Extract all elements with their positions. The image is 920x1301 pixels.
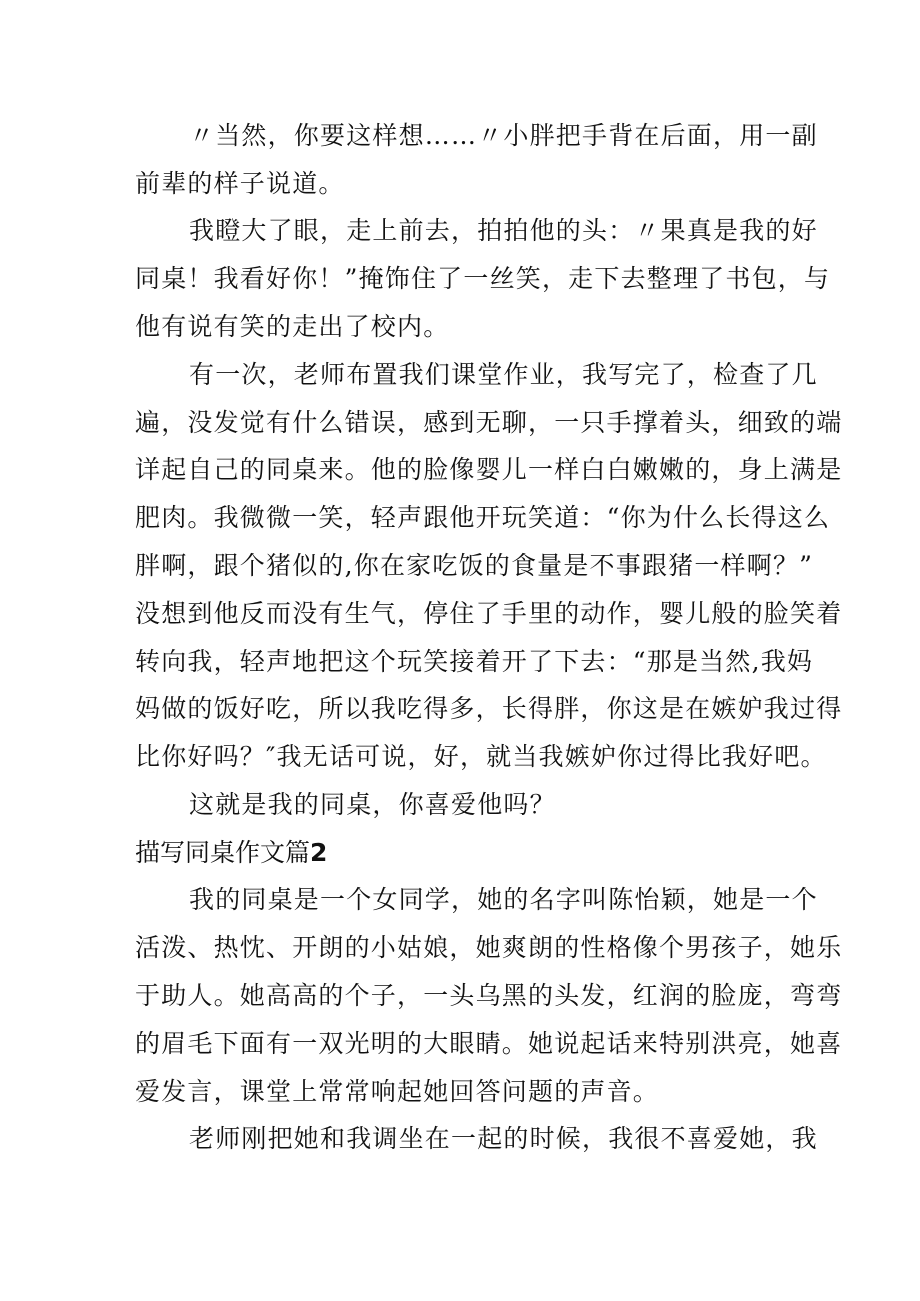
text-line: 肥肉。我微微一笑，轻声跟他开玩笑道：“你为什么长得这么 [135, 503, 831, 532]
text-line: 老师刚把她和我调坐在一起的时候，我很不喜爱她，我 [189, 1124, 818, 1153]
section-heading-number: 2 [310, 838, 328, 867]
text-line: 我的同桌是一个女同学，她的名字叫陈怡颖，她是一个 [189, 885, 818, 914]
text-line: 〃当然，你要这样想……〃小胖把手背在后面，用一副 [189, 121, 818, 150]
text-line: 活泼、热忱、开朗的小姑娘，她爽朗的性格像个男孩子，她乐 [135, 933, 843, 962]
text-line: 同桌！我看好你！”掩饰住了一丝笑，走下去整理了书包，与 [135, 264, 831, 293]
text-line: 前辈的样子说道。 [135, 169, 345, 198]
text-line: 这就是我的同桌，你喜爱他吗？ [189, 790, 556, 819]
text-line: 我瞪大了眼，走上前去，拍拍他的头：〃果真是我的好 [189, 216, 818, 245]
section-heading-text: 描写同桌作文篇 [135, 838, 311, 867]
text-line: 有一次，老师布置我们课堂作业，我写完了，检查了几 [189, 360, 818, 389]
text-line: 没想到他反而没有生气，停住了手里的动作，婴儿般的脸笑着 [135, 599, 843, 628]
section-heading [135, 835, 327, 871]
text-line: 妈做的饭好吃，所以我吃得多，长得胖，你这是在嫉妒我过得 [135, 694, 843, 723]
text-line: 遍，没发觉有什么错误，感到无聊，一只手撑着头，细致的端 [135, 408, 843, 437]
text-line: 于助人。她高高的个子，一头乌黑的头发，红润的脸庞，弯弯 [135, 981, 843, 1010]
text-line: 比你好吗？″我无话可说，好，就当我嫉妒你过得比我好吧。 [135, 742, 827, 771]
text-line: 胖啊，跟个猪似的,你在家吃饭的食量是不事跟猪一样啊？” [135, 551, 814, 580]
text-line: 详起自己的同桌来。他的脸像婴儿一样白白嫩嫩的，身上满是 [135, 455, 843, 484]
text-line: 转向我，轻声地把这个玩笑接着开了下去：“那是当然,我妈 [135, 647, 814, 676]
text-line: 他有说有笑的走出了校内。 [135, 312, 450, 341]
text-line: 的眉毛下面有一双光明的大眼睛。她说起话来特别洪亮，她喜 [135, 1029, 843, 1058]
text-line: 爱发言，课堂上常常响起她回答问题的声音。 [135, 1077, 660, 1106]
